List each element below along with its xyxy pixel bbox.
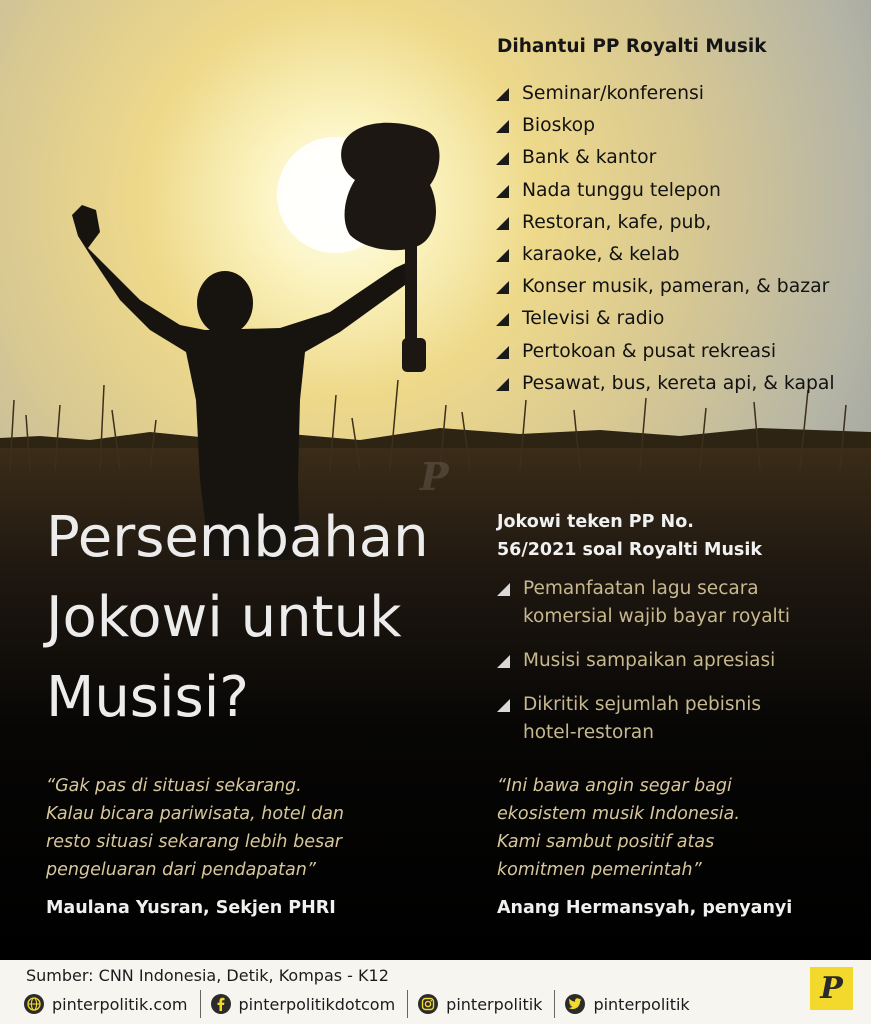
triangle-bullet-icon bbox=[496, 152, 509, 165]
list-item: Restoran, kafe, pub, bbox=[496, 207, 835, 239]
quote-right-author: Anang Hermansyah, penyanyi bbox=[497, 898, 793, 918]
list-item: Musisi sampaikan apresiasi bbox=[497, 647, 790, 675]
list-item: Pertokoan & pusat rekreasi bbox=[496, 336, 835, 368]
list-item: Bioskop bbox=[496, 110, 835, 142]
quote-left-author: Maulana Yusran, Sekjen PHRI bbox=[46, 898, 336, 918]
list-item: karaoke, & kelab bbox=[496, 239, 835, 271]
list-item: Dikritik sejumlah pebisnis hotel-restoran bbox=[497, 691, 790, 747]
social-link-twitter[interactable]: pinterpolitik bbox=[565, 990, 701, 1018]
quote-right: “Ini bawa angin segar bagi ekosistem musik Indonesia. Kami sambut positif atas komitmen pemerintah” bbox=[497, 776, 740, 880]
triangle-bullet-icon bbox=[496, 249, 509, 262]
twitter-icon bbox=[565, 994, 585, 1014]
headline-line: Jokowi untuk bbox=[46, 585, 402, 650]
triangle-bullet-icon bbox=[496, 185, 509, 198]
social-links bbox=[24, 990, 712, 1018]
list-item: Bank & kantor bbox=[496, 142, 835, 174]
triangle-bullet-icon bbox=[496, 281, 509, 294]
pinterpolitik-logo: P bbox=[810, 967, 853, 1010]
list-item: Konser musik, pameran, & bazar bbox=[496, 271, 835, 303]
source-credit: Sumber: CNN Indonesia, Detik, Kompas - K12 bbox=[26, 966, 389, 985]
facebook-icon bbox=[211, 994, 231, 1014]
triangle-bullet-icon bbox=[496, 120, 509, 133]
list-item: Pemanfaatan lagu secara komersial wajib bayar royalti bbox=[497, 575, 790, 631]
triangle-bullet-icon bbox=[496, 88, 509, 101]
headline-line: Persembahan bbox=[46, 505, 429, 570]
globe-icon bbox=[24, 994, 44, 1014]
footer bbox=[0, 960, 871, 1024]
instagram-icon bbox=[418, 994, 438, 1014]
social-link-website[interactable]: pinterpolitik.com bbox=[24, 990, 201, 1018]
svg-text:P: P bbox=[420, 454, 449, 499]
social-link-instagram[interactable]: pinterpolitik bbox=[418, 990, 555, 1018]
list-item: Pesawat, bus, kereta api, & kapal bbox=[496, 368, 835, 400]
triangle-bullet-icon bbox=[496, 378, 509, 391]
pp-section-title: Jokowi teken PP No. 56/2021 soal Royalti Musik bbox=[497, 512, 762, 560]
triangle-bullet-icon bbox=[497, 655, 510, 668]
royalty-list-title: Dihantui PP Royalti Musik bbox=[497, 36, 767, 57]
headline-line: Musisi? bbox=[46, 665, 249, 730]
triangle-bullet-icon bbox=[496, 313, 509, 326]
triangle-bullet-icon bbox=[496, 346, 509, 359]
list-item: Televisi & radio bbox=[496, 303, 835, 335]
triangle-bullet-icon bbox=[496, 217, 509, 230]
triangle-bullet-icon bbox=[497, 699, 510, 712]
list-item: Seminar/konferensi bbox=[496, 78, 835, 110]
list-item: Nada tunggu telepon bbox=[496, 175, 835, 207]
pp-points-list bbox=[497, 575, 790, 763]
triangle-bullet-icon bbox=[497, 583, 510, 596]
quote-left: “Gak pas di situasi sekarang. Kalau bicara pariwisata, hotel dan resto situasi sekarang lebih besar pengeluaran dari pendapatan” bbox=[46, 776, 345, 880]
social-link-facebook[interactable]: pinterpolitikdotcom bbox=[211, 990, 409, 1018]
royalty-venue-list bbox=[496, 78, 835, 400]
headline bbox=[46, 498, 429, 738]
